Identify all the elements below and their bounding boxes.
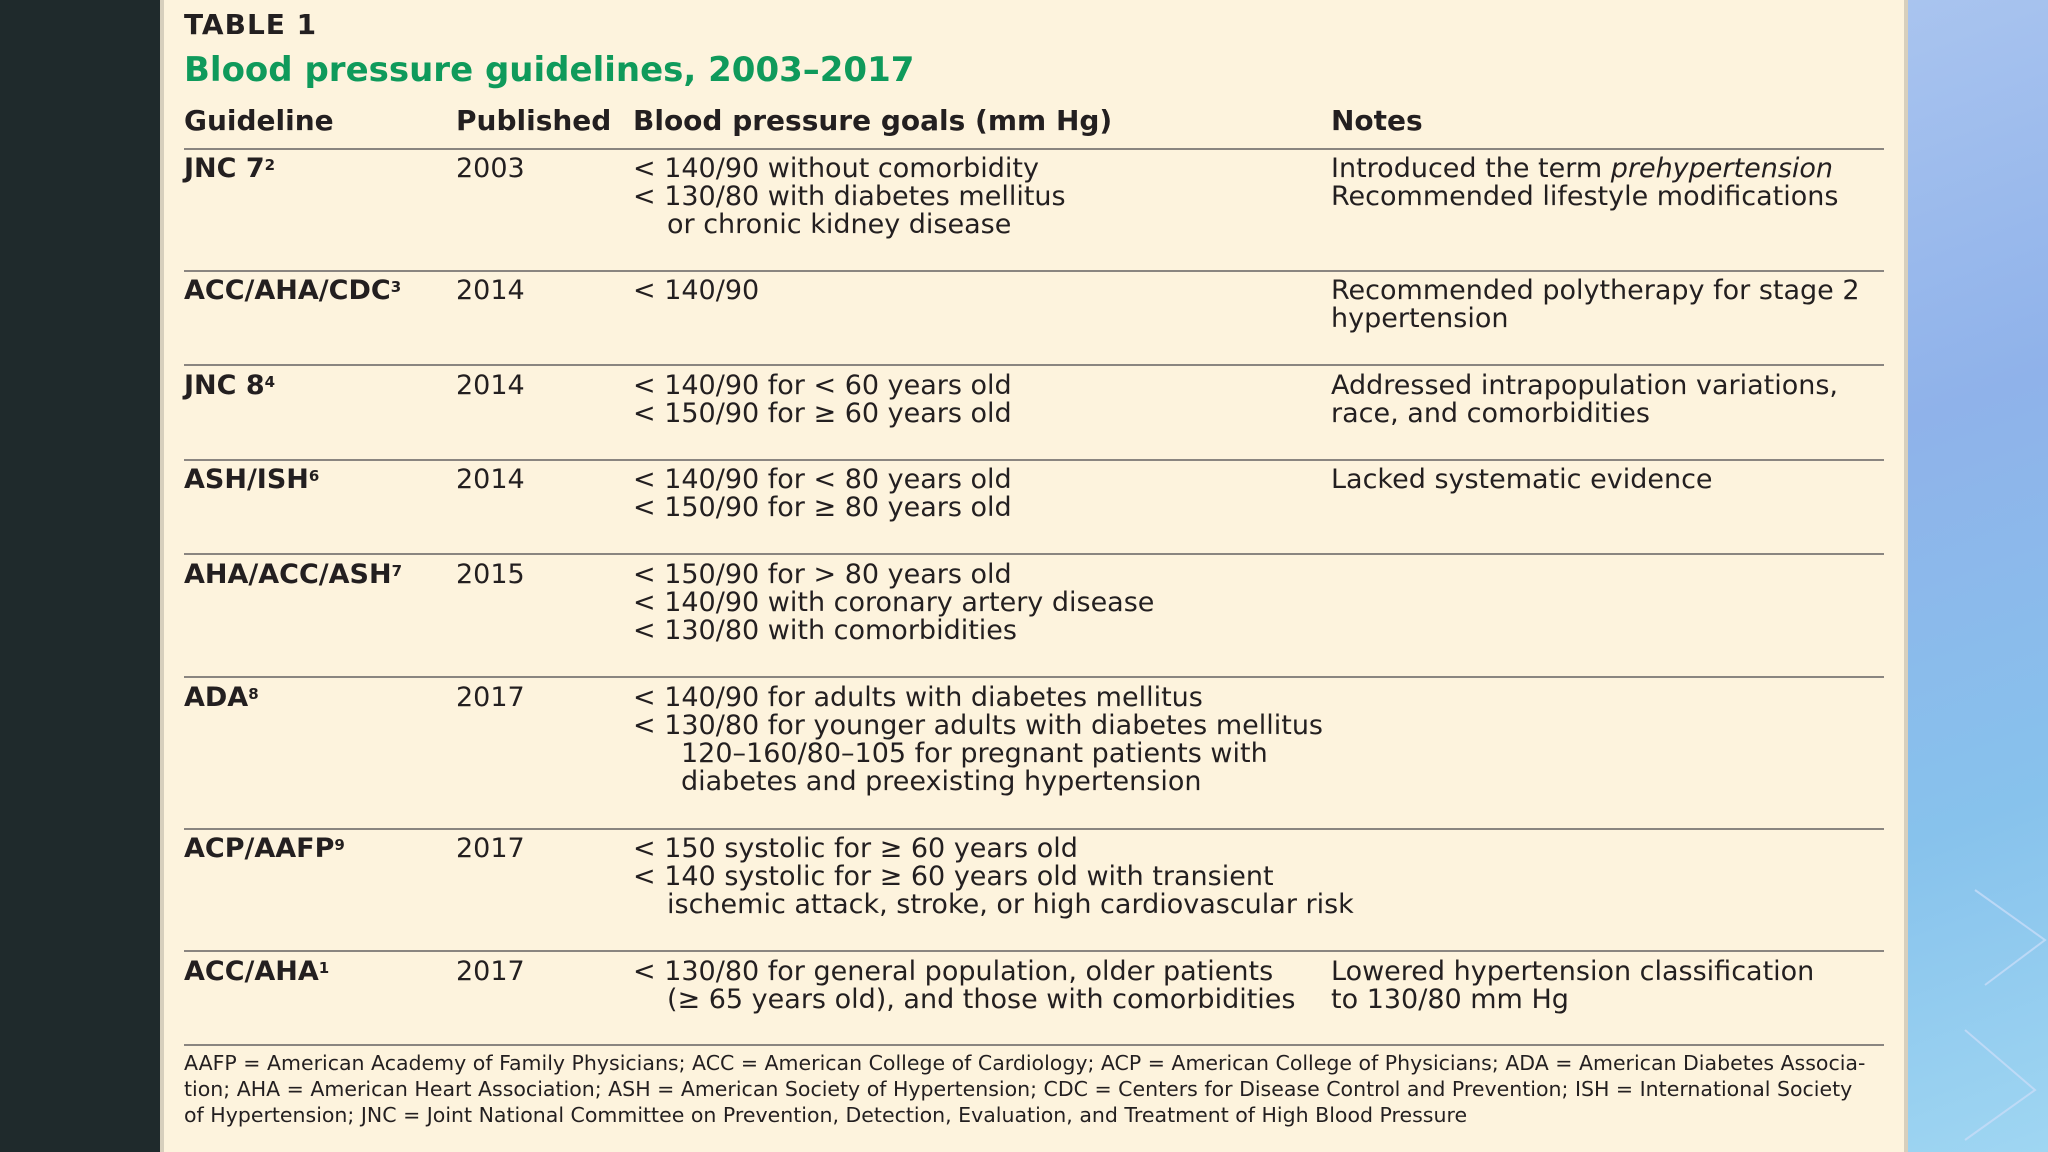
guideline-cell: ACP/AAFP$^9$ xyxy=(184,833,345,864)
row-divider xyxy=(184,950,1884,952)
guideline-cell: ACC/AHA$^1$ xyxy=(184,956,330,987)
published-cell: 2017 xyxy=(456,956,525,987)
abbreviations-footnote: AAFP = American Academy of Family Physicians; ACC = American College of Cardiology; ACP = American College of Physicians; ADA = American Diabetes Associa- tion; AHA = American Heart Association; ASH = American Society of Hypertension; CDC = Centers for Disease Control and Prevention; ISH = International Society of Hypertension; JNC = Joint National Committee on Prevention, Detection, Evaluation, and Treatment of High Blood Pressure xyxy=(184,1051,1866,1127)
row-divider xyxy=(184,459,1884,461)
published-cell: 2017 xyxy=(456,833,525,864)
goals-cell: < 140/90 xyxy=(633,275,760,306)
published-cell: 2014 xyxy=(456,370,525,401)
table-title: Blood pressure guidelines, 2003–2017 xyxy=(184,50,915,90)
row-divider xyxy=(184,270,1884,272)
goals-cell: < 150 systolic for ≥ 60 years old < 140 systolic for ≥ 60 years old with transient ischemic attack, stroke, or high cardiovascular risk xyxy=(633,833,1354,920)
footnote-rule xyxy=(184,1044,1884,1046)
header-guideline: Guideline xyxy=(184,104,334,137)
dark-background-left xyxy=(0,0,160,1152)
guideline-cell: ASH/ISH$^6$ xyxy=(184,464,320,495)
published-cell: 2017 xyxy=(456,682,525,713)
notes-cell: Lowered hypertension classification to 130/80 mm Hg xyxy=(1331,956,1815,1015)
published-cell: 2014 xyxy=(456,464,525,495)
notes-cell: Recommended polytherapy for stage 2 hypertension xyxy=(1331,275,1860,334)
guideline-cell: JNC $7^2$ xyxy=(184,153,276,184)
guideline-cell: JNC $8^4$ xyxy=(184,370,276,401)
goals-cell: < 140/90 for adults with diabetes mellitus < 130/80 for younger adults with diabetes mellitus 120–160/80–105 for pregnant patients with diabetes and preexisting hypertension xyxy=(633,682,1324,797)
row-divider xyxy=(184,553,1884,555)
goals-cell: < 150/90 for > 80 years old < 140/90 with coronary artery disease < 130/80 with comorbidities xyxy=(633,559,1155,646)
row-divider xyxy=(184,828,1884,830)
notes-cell: Introduced the term prehypertension Recommended lifestyle modifications xyxy=(1331,153,1839,212)
notes-cell: Addressed intrapopulation variations, race, and comorbidities xyxy=(1331,370,1839,429)
decorative-blue-background xyxy=(1905,0,2048,1152)
published-cell: 2003 xyxy=(456,153,525,184)
header-rule xyxy=(184,148,1884,150)
notes-cell: Lacked systematic evidence xyxy=(1331,464,1713,495)
row-divider xyxy=(184,364,1884,366)
goals-cell: < 130/80 for general population, older patients (≥ 65 years old), and those with comorbidities xyxy=(633,956,1296,1015)
table-number: TABLE 1 xyxy=(184,8,318,41)
row-divider xyxy=(184,676,1884,678)
header-notes: Notes xyxy=(1331,104,1423,137)
guideline-cell: ADA$^8$ xyxy=(184,682,259,713)
goals-cell: < 140/90 for < 80 years old < 150/90 for ≥ 80 years old xyxy=(633,464,1012,523)
published-cell: 2014 xyxy=(456,275,525,306)
guideline-cell: ACC/AHA/CDC$^3$ xyxy=(184,275,402,306)
header-published: Published xyxy=(456,104,612,137)
guideline-cell: AHA/ACC/ASH$^7$ xyxy=(184,559,403,590)
goals-cell: < 140/90 without comorbidity < 130/80 with diabetes mellitus or chronic kidney disease xyxy=(633,153,1066,240)
goals-cell: < 140/90 for < 60 years old < 150/90 for ≥ 60 years old xyxy=(633,370,1012,429)
header-goals: Blood pressure goals (mm Hg) xyxy=(633,104,1113,137)
published-cell: 2015 xyxy=(456,559,525,590)
